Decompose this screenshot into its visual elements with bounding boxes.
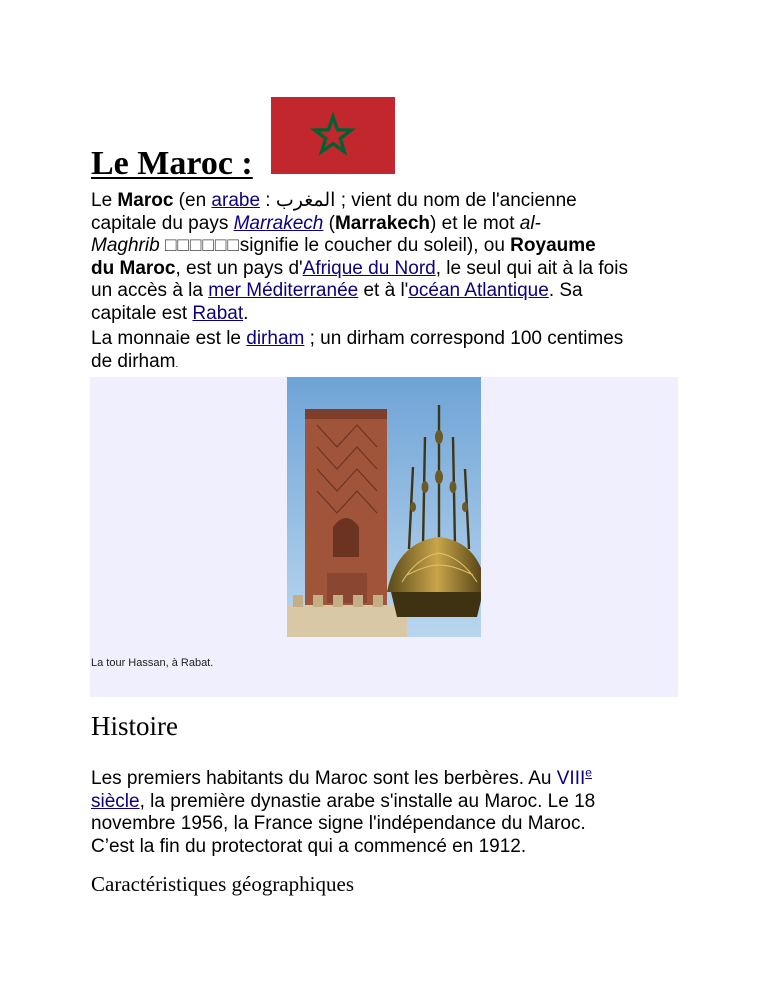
link-siecle[interactable]: siècle	[91, 790, 140, 812]
histoire-paragraph: Les premiers habitants du Maroc sont les berbères. Au VIIIe siècle, la première dynastie arabe s'installe au Maroc. Le 18 novembre 1956, la France signe l'indépendance du Maroc. C’est la fin du protectorat qui a commencé en 1912.	[91, 765, 596, 857]
green-star-icon	[309, 112, 357, 160]
link-rabat[interactable]: Rabat	[192, 302, 244, 324]
link-arabe[interactable]: arabe	[211, 190, 261, 211]
section-heading-histoire: Histoire	[91, 711, 178, 741]
link-marrakech[interactable]: Marrakech	[233, 212, 324, 234]
page-title: Le Maroc :	[91, 145, 253, 182]
link-afrique-du-nord[interactable]: Afrique du Nord	[302, 257, 436, 279]
arabic-word: المغرب	[275, 190, 336, 211]
figure-box	[90, 377, 678, 697]
morocco-flag	[271, 97, 395, 174]
hassan-tower-photo	[287, 377, 481, 637]
figure-caption: La tour Hassan, à Rabat.	[91, 657, 214, 669]
link-mer-mediterranee[interactable]: mer Méditerranée	[208, 280, 359, 301]
intro-paragraph: Le Maroc (en arabe : المغرب ; vient du nom de l'ancienne capitale du pays Marrakech (Marrakech) et le mot al- Maghrib □□□□□□signifie le coucher du soleil), ou Royaume du Maroc, est un pays d'Afrique du Nord, le seul qui ait à la fois un accès à la mer Méditerranée et à l'océan Atlantique. Sa capitale est Rabat.	[91, 190, 628, 324]
section-heading-geographie: Caractéristiques géographiques	[91, 872, 354, 896]
money-paragraph: La monnaie est le dirham ; un dirham correspond 100 centimes de dirham.	[91, 328, 624, 372]
link-ocean-atlantique[interactable]: océan Atlantique	[408, 280, 549, 301]
link-dirham[interactable]: dirham	[246, 328, 305, 349]
missing-glyphs: □□□□□□	[164, 235, 240, 256]
link-viiie-siecle[interactable]: VIIIe	[556, 765, 592, 789]
